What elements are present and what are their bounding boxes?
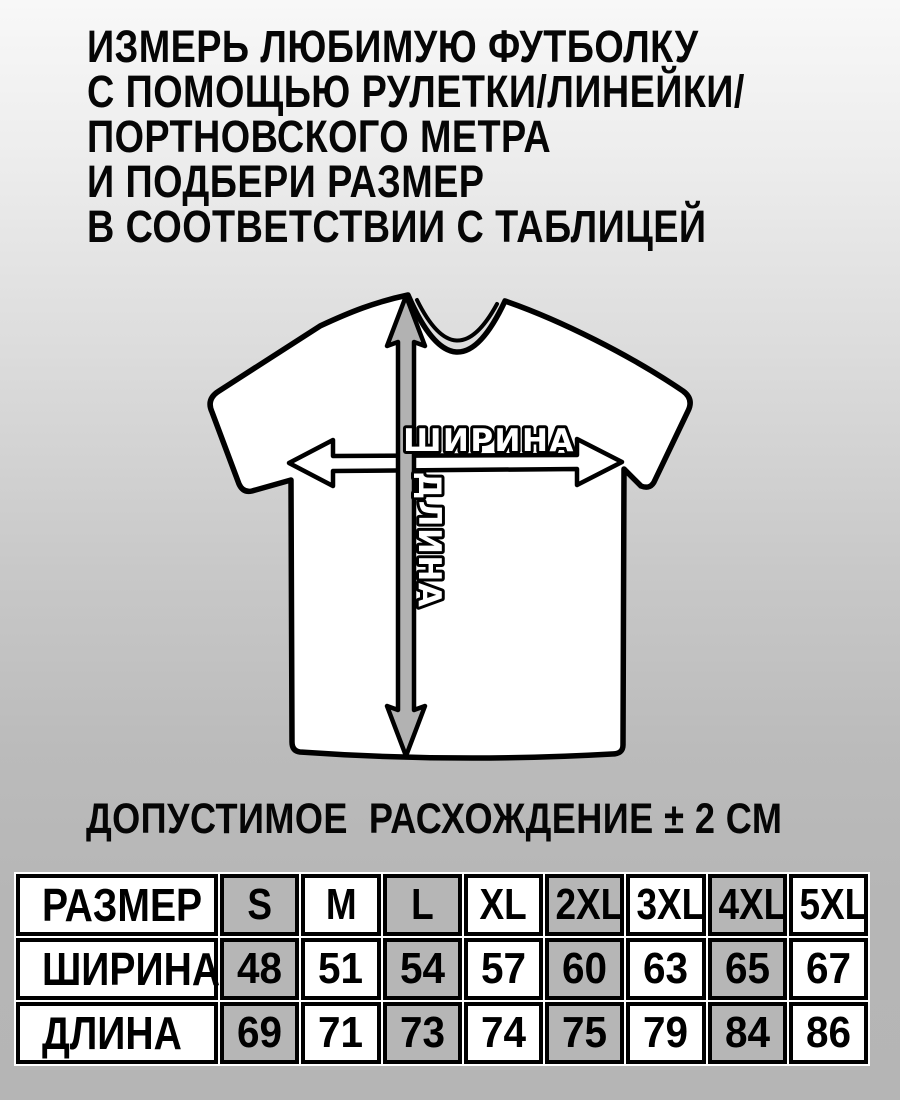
heading-line-1: ИЗМЕРЬ ЛЮБИМУЮ ФУТБОЛКУ: [87, 21, 699, 72]
tshirt-measurement-diagram: [180, 282, 720, 787]
length-value-xl: [464, 1002, 543, 1064]
length-value-m: [301, 1002, 380, 1064]
length-row-header: [16, 1002, 218, 1064]
tshirt-outline-shape: [210, 295, 690, 758]
length-row-label: ДЛИНА: [42, 1006, 182, 1059]
length-3xl: 79: [643, 1008, 689, 1057]
size-col-2xl: [545, 874, 624, 936]
width-row-label: ШИРИНА: [42, 942, 221, 995]
instruction-heading: [87, 21, 745, 252]
width-xl: 57: [480, 944, 526, 993]
width-value-xl: [464, 938, 543, 1000]
size-col-m-label: M: [325, 880, 357, 929]
width-m: 51: [318, 944, 364, 993]
length-value-2xl: [545, 1002, 624, 1064]
size-col-m: [301, 874, 380, 936]
size-col-xl-label: XL: [479, 880, 527, 929]
size-header-cell: [16, 874, 218, 936]
size-col-4xl: [708, 874, 787, 936]
length-xl: 74: [480, 1008, 526, 1057]
heading-line-4: И ПОДБЕРИ РАЗМЕР: [87, 156, 485, 207]
length-l: 73: [399, 1008, 445, 1057]
width-2xl: 60: [562, 944, 608, 993]
length-row: [16, 1002, 868, 1064]
width-value-2xl: [545, 938, 624, 1000]
length-label: ДЛИНА: [411, 471, 447, 609]
heading-line-2: С ПОМОЩЬЮ РУЛЕТКИ/ЛИНЕЙКИ/: [87, 66, 745, 117]
tolerance-note: ДОПУСТИМОЕ РАСХОЖДЕНИЕ ± 2 СМ: [86, 795, 783, 843]
length-value-5xl: [789, 1002, 868, 1064]
length-s: 69: [237, 1008, 283, 1057]
size-header-label: РАЗМЕР: [42, 878, 203, 931]
size-table: [14, 872, 870, 1066]
width-l: 54: [399, 944, 445, 993]
length-4xl: 84: [724, 1008, 770, 1057]
size-col-5xl-label: 5XL: [799, 880, 867, 929]
width-value-l: [383, 938, 462, 1000]
width-value-m: [301, 938, 380, 1000]
size-col-2xl-label: 2XL: [555, 880, 624, 929]
size-col-3xl-label: 3XL: [636, 880, 705, 929]
width-4xl: 65: [724, 944, 770, 993]
width-value-5xl: [789, 938, 868, 1000]
length-5xl: 86: [805, 1008, 851, 1057]
width-3xl: 63: [643, 944, 689, 993]
width-value-4xl: [708, 938, 787, 1000]
size-col-5xl: [789, 874, 868, 936]
length-value-4xl: [708, 1002, 787, 1064]
length-2xl: 75: [562, 1008, 608, 1057]
width-s: 48: [237, 944, 283, 993]
width-label: ШИРИНА: [403, 423, 575, 459]
heading-line-5: В СООТВЕТСТВИИ С ТАБЛИЦЕЙ: [87, 201, 707, 252]
width-row: [16, 938, 868, 1000]
size-col-xl: [464, 874, 543, 936]
width-value-3xl: [626, 938, 705, 1000]
size-col-4xl-label: 4XL: [717, 880, 786, 929]
length-m: 71: [318, 1008, 364, 1057]
size-col-l: [383, 874, 462, 936]
size-table-header-row: [16, 874, 868, 936]
size-col-s: [220, 874, 299, 936]
width-5xl: 67: [805, 944, 851, 993]
size-col-3xl: [626, 874, 705, 936]
length-value-3xl: [626, 1002, 705, 1064]
heading-line-3: ПОРТНОВСКОГО МЕТРА: [87, 111, 552, 162]
width-row-header: [16, 938, 221, 1000]
size-col-l-label: L: [410, 880, 434, 929]
length-value-s: [220, 1002, 299, 1064]
length-value-l: [383, 1002, 462, 1064]
size-col-s-label: S: [247, 880, 272, 929]
